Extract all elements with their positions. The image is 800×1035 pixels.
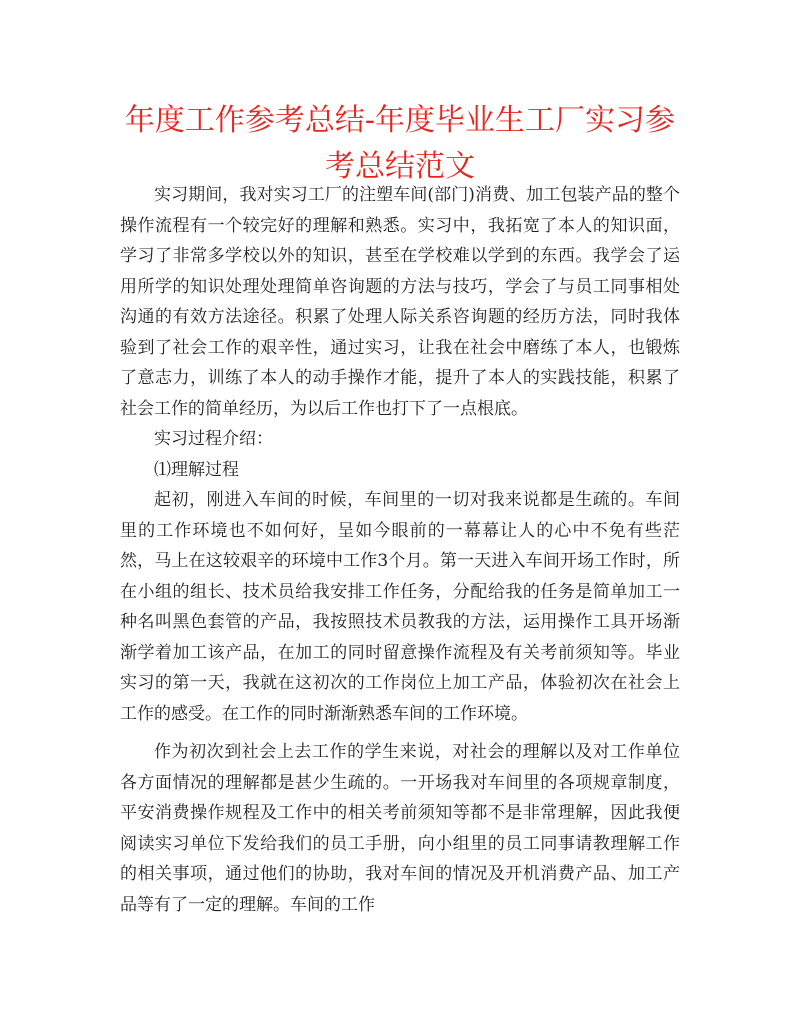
paragraph-process-intro: 实习过程介绍： [154, 429, 273, 449]
paragraph-section-heading: ⑴理解过程 [154, 459, 239, 480]
paragraph-understanding: 作为初次到社会上去工作的学生来说，对社会的理解以及对工作单位各方面情况的理解都是甚少生疏的。一开场我对车间里的各项规章制度，平安消费操作规程及工作中的相关考前须知等都不是非常理解，因此我便阅读实习单位下发给我们的员工手册，向小组里的员工同事请教理解工作的相关事项，通过他们的协助，我对车间的情况及开机消费产品、加工产品等有了一定的理解。车间的工作 [120, 742, 680, 915]
paragraph-beginning: 起初，刚进入车间的时候，车间里的一切对我来说都是生疏的。车间里的工作环境也不如何好，呈如今眼前的一幕幕让人的心中不免有些茫然，马上在这较艰辛的环境中工作3个月。第一天进入车间开场工作时，所在小组的组长、技术员给我安排工作任务，分配给我的任务是简单加工一种名叫黑色套管的产品，我按照技术员教我的方法，运用操作工具开场渐渐学着加工该产品，在加工的同时留意操作流程及有关考前须知等。毕业实习的第一天，我就在这初次的工作岗位上加工产品，体验初次在社会上工作的感受。在工作的同时渐渐熟悉车间的工作环境。 [120, 490, 680, 724]
document-title: 年度工作参考总结-年度毕业生工厂实习参考总结范文 [124, 103, 676, 184]
paragraph-summary: 实习期间，我对实习工厂的注塑车间(部门)消费、加工包装产品的整个操作流程有一个较完好的理解和熟悉。实习中，我拓宽了本人的知识面，学习了非常多学校以外的知识，甚至在学校难以学到的东西。我学会了运用所学的知识处理处理简单咨询题的方法与技巧，学会了与员工同事相处沟通的有效方法途径。积累了处理人际关系咨询题的经历方法，同时我体验到了社会工作的艰辛性，通过实习，让我在社会中磨练了本人，也锻炼了意志力，训练了本人的动手操作才能，提升了本人的实践技能，积累了社会工作的简单经历，为以后工作也打下了一点根底。 [120, 185, 680, 419]
document-body [120, 180, 680, 920]
